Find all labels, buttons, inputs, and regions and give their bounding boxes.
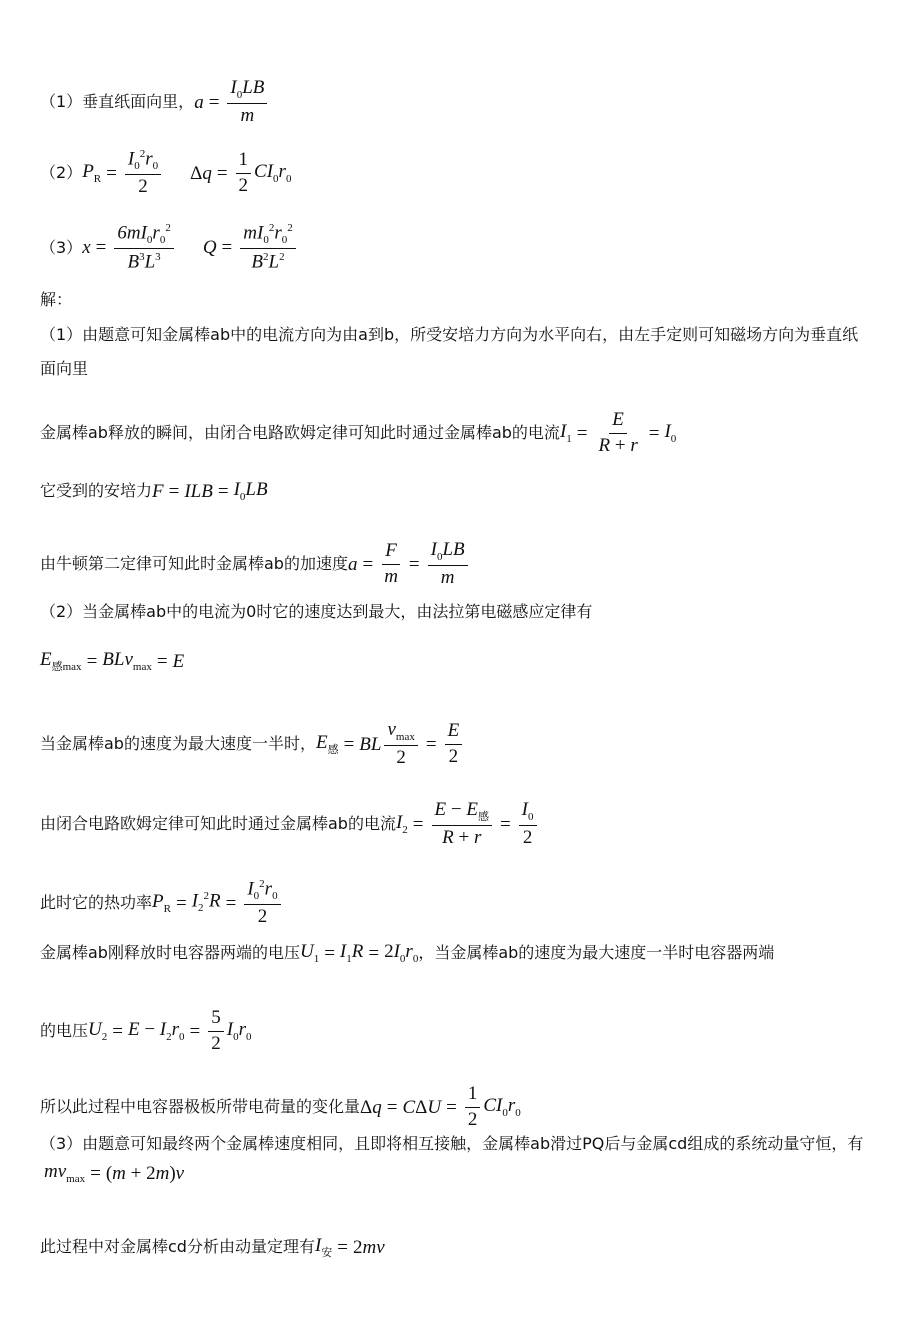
formula-u1: $U_1$ = $I_1R$ = $2I_0r_0$ [299, 941, 419, 965]
formula-u2: $U_2$ = $E - I_2r_0$ = $\frac{5}{2}$ $I_0r_0$ [88, 1007, 252, 1054]
solution-half-speed [40, 720, 864, 769]
solution-p11-text: 所以此过程中电容器极板所带电荷量的变化量 [40, 1097, 361, 1117]
formula-heat-power: $P_R$ = $I_2^2R$ = $\frac{I_0^2r_0}{2}$ [152, 878, 284, 928]
solution-paragraph-1: （1）由题意可知金属棒ab中的电流方向为由a到b，所受安培力方向为水平向右，由左手定则可知磁场方向为垂直纸面向里 [40, 325, 859, 378]
solution-p2-text: 金属棒ab释放的瞬间，由闭合电路欧姆定律可知此时通过金属棒ab的电流 [40, 423, 560, 443]
answer-3 [40, 222, 864, 273]
solution-p9b-text: ，当金属棒ab的速度为最大速度一半时电容器两端 [418, 943, 775, 963]
formula-emf-half: $E_感$ = BL $\frac{v_{max}}{2}$ = $\frac{E}{2}$ [316, 720, 465, 769]
solution-impulse [40, 1236, 864, 1259]
solution-p13-text: 此过程中对金属棒cd分析由动量定理有 [40, 1237, 315, 1257]
solution-p6-text: 当金属棒ab的速度为最大速度一半时， [40, 734, 316, 754]
solution-heading: 解： [40, 290, 73, 309]
solution-p10-text: 的电压 [40, 1021, 89, 1041]
formula-i1: $I_1$ = $\frac{E}{R + r}$ = $I_0$ [559, 409, 677, 456]
solution-acceleration [40, 540, 864, 589]
solution-p9a-text: 金属棒ab刚释放时电容器两端的电压 [40, 943, 300, 963]
solution-p4-text: 由牛顿第二定律可知此时金属棒ab的加速度 [40, 554, 348, 574]
solution-current-i1 [40, 410, 864, 457]
formula-i2: $I_2$ = $\frac{E - E_感}{R + r}$ = $\frac{I_0}{2}$ [396, 800, 540, 849]
formula-charge-change: Δ q = CΔU = $\frac{1}{2}$ $CI_0r_0$ [360, 1083, 521, 1130]
solution-p7-text: 由闭合电路欧姆定律可知此时通过金属棒ab的电流 [40, 814, 396, 834]
formula-impulse: $I_安$ = 2mv [314, 1235, 385, 1259]
solution-ampere-force [40, 480, 864, 503]
solution-momentum [40, 1126, 864, 1185]
solution-p12-text: （3）由题意可知最终两个金属棒速度相同，且即将相互接触，金属棒ab滑过PQ后与金属cd组成的系统动量守恒，有 [40, 1134, 864, 1153]
answer-2-label: （2） [40, 163, 83, 183]
solution-p8-text: 此时它的热功率 [40, 893, 153, 913]
solution-heat-power [40, 878, 864, 928]
solution-paragraph-5: （2）当金属棒ab中的电流为0时它的速度达到最大，由法拉第电磁感应定律有 [40, 602, 593, 621]
answer-3-label: （3） [40, 237, 83, 257]
answer-3-formula: x = $\frac{6mI_0r_0^2}{B^3L^3}$ Q = $\frac{mI_0^2r_0^2}{B^2L^2}$ [82, 222, 299, 273]
solution-charge-change [40, 1084, 864, 1131]
solution-p3-text: 它受到的安培力 [40, 481, 153, 501]
solution-voltage-u2 [40, 1008, 864, 1055]
answer-1-label: （1）垂直纸面向里， [40, 92, 195, 112]
solution-current-i2 [40, 800, 864, 849]
answer-2 [40, 148, 864, 198]
formula-emf-max: $E_{感max}$ = BLv$_{max}$ = E [40, 649, 185, 673]
formula-acceleration: a = $\frac{F}{m}$ = $\frac{I_0LB}{m}$ [348, 540, 471, 589]
answer-1 [40, 78, 864, 127]
formula-momentum: $mv_{max}$ = (m + 2m)v [44, 1161, 185, 1185]
answer-1-formula: a = $\frac{I_0LB}{m}$ [194, 78, 270, 127]
formula-force: F = ILB = $I_0LB$ [152, 479, 268, 503]
solution-voltage-u1 [40, 942, 864, 965]
answer-2-formula: $P_R$ = $\frac{I_0^2r_0}{2}$ Δ q = $\frac{1}{2}$ $CI_0r_0$ [82, 148, 292, 198]
